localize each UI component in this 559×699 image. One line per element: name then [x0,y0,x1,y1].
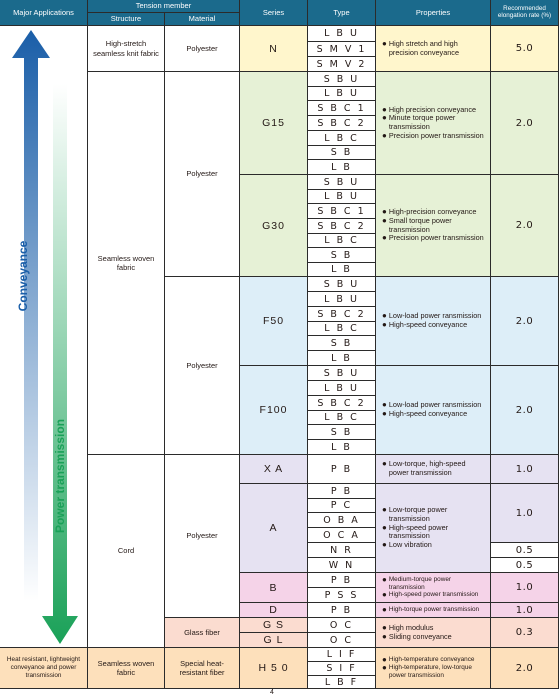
material-glass-fiber: Glass fiber [165,618,240,648]
page-number: 4 [270,689,274,696]
type-cell: O C [308,618,376,633]
type-cell: L B U [308,87,376,101]
type-cell: S B C 1 [308,101,376,116]
type-cell: P B [308,484,376,499]
type-cell: L B C [308,322,376,336]
power-transmission-label: Power transmission [53,418,67,534]
type-cell: S B [308,146,376,160]
series-d: D [240,603,308,618]
property-text: High-precision conveyance [388,207,477,216]
bullet-icon: ● [382,540,387,550]
series-f100: F100 [240,366,308,455]
bullet-icon: ● [382,505,387,515]
properties-f100 [376,366,491,455]
elongation-b: 1.0 [491,573,559,603]
bullet-icon: ● [382,113,387,123]
bullet-icon: ● [382,409,387,418]
type-cell: P C [308,499,376,513]
power-transmission-arrow [42,84,78,644]
type-cell: O B A [308,513,376,528]
type-cell: L B [308,160,376,175]
type-cell: S B C 2 [308,396,376,411]
material-polyester-f: Polyester [165,277,240,455]
property-text: High-temperature, low-torque power transmission [388,664,472,679]
elongation-nr: 0.5 [491,543,559,558]
header-structure: Structure [88,13,165,26]
property-text: Minute torque power transmission [388,113,456,131]
bullet-icon: ● [382,631,387,641]
bullet-icon: ● [382,207,387,216]
type-cell: S B U [308,175,376,190]
type-cell: O C [308,633,376,648]
property-text: Precision power transmission [388,130,484,140]
properties-d [376,603,491,618]
bullet-icon: ● [382,522,387,532]
heat-resistant-application: Heat resistant, lightweight conveyance and power transmission [0,648,88,689]
header-material: Material [165,13,240,26]
type-cell: S B [308,425,376,440]
type-cell: S B [308,248,376,263]
type-cell: S B U [308,366,376,381]
elongation-f100: 2.0 [491,366,559,455]
type-cell: S B C 2 [308,116,376,131]
bullet-icon: ● [382,655,387,665]
series-gl: G L [240,633,308,648]
elongation-xa: 1.0 [491,455,559,484]
series-g30: G30 [240,175,308,277]
header-major-applications: Major Applications [0,0,88,26]
type-cell: L B U [308,190,376,204]
structure-woven-heat: Seamless woven fabric [88,648,165,689]
type-cell: P S S [308,588,376,603]
material-polyester-g: Polyester [165,72,240,277]
type-cell: N R [308,543,376,558]
structure-high-stretch: High-stretch seamless knit fabric [88,26,165,72]
bullet-icon: ● [382,574,387,584]
series-h50: H 5 0 [240,648,308,689]
property-text: High-speed power transmission [388,522,449,541]
property-text: High stretch and high precision conveyance [388,38,460,57]
type-cell: L B [308,263,376,277]
property-text: High-temperature conveyance [388,656,475,664]
header-properties: Properties [376,0,491,26]
bullet-icon: ● [382,104,387,114]
bullet-icon: ● [382,590,387,600]
series-xa: X A [240,455,308,484]
bullet-icon: ● [382,400,387,410]
elongation-f50: 2.0 [491,277,559,366]
bullet-icon: ● [382,459,387,469]
type-cell: L B C [308,131,376,146]
header-tension-member: Tension member [88,0,240,13]
type-cell: L B C [308,411,376,425]
properties-a [376,484,491,573]
material-polyester-cord: Polyester [165,455,240,618]
material-special: Special heat-resistant fiber [165,648,240,689]
type-cell: S B C 2 [308,219,376,234]
elongation-n: 5.0 [491,26,559,72]
header-type: Type [308,0,376,26]
bullet-icon: ● [382,320,387,329]
series-b: B [240,573,308,603]
property-text: Low-load power ransmission [388,400,482,410]
bullet-icon: ● [382,38,387,48]
properties-f50 [376,277,491,366]
series-gs: G S [240,618,308,633]
elongation-glass: 0.3 [491,618,559,648]
bullet-icon: ● [382,663,387,673]
type-cell: S B [308,336,376,351]
type-cell: L I F [308,648,376,662]
elongation-h50: 2.0 [491,648,559,689]
type-cell: L B U [308,26,376,42]
type-cell: S B U [308,72,376,87]
elongation-wn: 0.5 [491,558,559,573]
property-text: Sliding conveyance [388,631,452,641]
conveyance-arrow [12,30,50,601]
type-cell: S B C 1 [308,204,376,219]
header-series: Series [240,0,308,26]
type-cell: L B F [308,676,376,689]
property-text: High precision conveyance [388,104,477,114]
property-text: Small torque power transmission [388,215,452,234]
property-text: Low-load power ransmission [388,311,482,321]
property-text: Low vibration [388,540,432,550]
properties-n [376,26,491,72]
conveyance-label: Conveyance [16,240,30,312]
property-text: Precision power transmission [388,233,484,243]
series-n: N [240,26,308,72]
type-cell: S M V 1 [308,42,376,57]
elongation-g30: 2.0 [491,175,559,277]
material-polyester-n: Polyester [165,26,240,72]
type-cell: O C A [308,528,376,543]
property-text: High modulus [388,622,434,632]
properties-h50 [376,648,491,689]
bullet-icon: ● [382,215,387,225]
type-cell: W N [308,558,376,573]
bullet-icon: ● [382,233,387,243]
properties-g30 [376,175,491,277]
header-elongation: Recommended elongation rate (%) [491,0,559,26]
property-text: High-speed conveyance [388,409,468,418]
applications-arrows [0,26,88,648]
type-cell: L B U [308,381,376,396]
elongation-g15: 2.0 [491,72,559,175]
applications-arrows-cell [0,26,88,648]
property-text: Medium-torque power transmission [388,575,452,591]
type-cell: S B C 2 [308,307,376,322]
series-g15: G15 [240,72,308,175]
property-text: High-speed power transmission [388,591,479,599]
type-cell: S B U [308,277,376,292]
type-cell: P B [308,455,376,484]
power-label-wrap [47,418,73,534]
property-text: High-torque power transmission [388,606,480,613]
bullet-icon: ● [382,130,387,140]
properties-xa [376,455,491,484]
conveyance-label-wrap [8,240,38,312]
property-text: High-speed conveyance [388,320,468,329]
properties-b [376,573,491,603]
structure-cord: Cord [88,455,165,648]
type-cell: L B [308,440,376,455]
type-cell: S M V 2 [308,57,376,72]
type-cell: L B U [308,292,376,307]
elongation-a: 1.0 [491,484,559,543]
type-cell: P B [308,573,376,588]
bullet-icon: ● [382,605,387,614]
properties-g15 [376,72,491,175]
type-cell: L B C [308,234,376,248]
elongation-d: 1.0 [491,603,559,618]
properties-glass [376,618,491,648]
series-a: A [240,484,308,573]
series-f50: F50 [240,277,308,366]
type-cell: P B [308,603,376,618]
property-text: Low-torque power transmission [388,505,448,523]
type-cell: S I F [308,662,376,676]
structure-seamless-woven: Seamless woven fabric [88,72,165,455]
bullet-icon: ● [382,622,387,632]
property-text: Low-torque, high-speed power transmission [388,459,466,477]
bullet-icon: ● [382,311,387,321]
type-cell: L B [308,351,376,366]
